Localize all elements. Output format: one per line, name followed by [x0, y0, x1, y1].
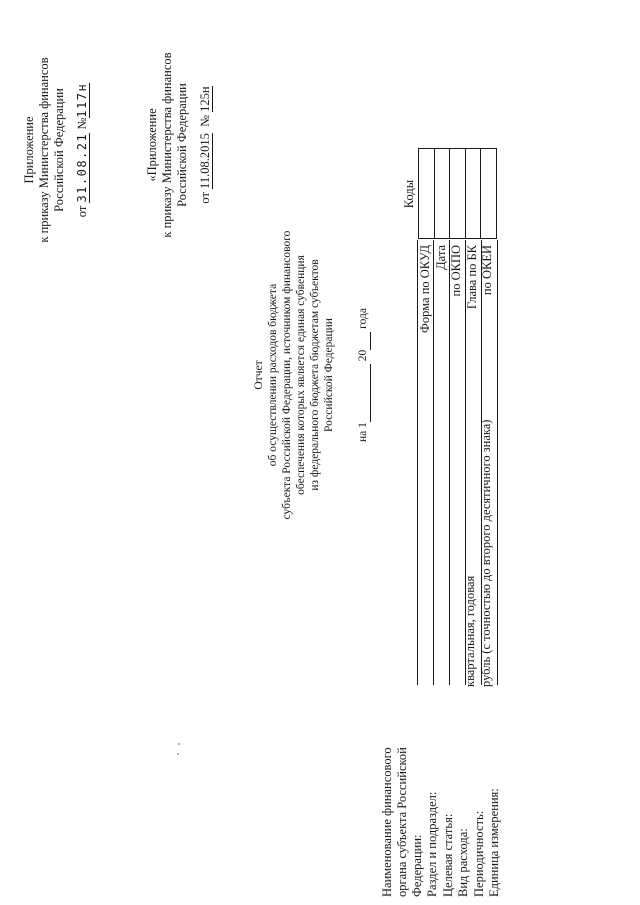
appendix-date-value: 31.08.21: [75, 132, 89, 203]
report-day-blank: [356, 364, 371, 422]
field-label-target: Целевая статья:: [440, 813, 455, 897]
report-title-block: [252, 195, 371, 555]
appendix-order-line1: к приказу Министерства финансов: [37, 57, 51, 243]
codes-header: Коды: [402, 179, 416, 209]
code-label-okei: по ОКЕИ: [480, 245, 494, 296]
prev-appendix-date-value: 11.08.2015: [198, 133, 212, 189]
org-name-input-line[interactable]: [417, 240, 418, 685]
unit-value: рубль (с точностью до второго десятичного знака): [479, 419, 493, 687]
codes-table: [418, 148, 497, 239]
field-labels: [380, 727, 503, 897]
report-year-suffix: года: [357, 308, 369, 329]
code-label-okud: Форма по ОКУД: [418, 245, 432, 333]
periodicity-input-line[interactable]: [481, 240, 482, 685]
prev-appendix-date-line: [198, 25, 213, 265]
appendix-header: [22, 15, 90, 285]
report-line3: обеспечения которых является единая субвенция: [295, 255, 307, 495]
code-label-bk: Глава по БК: [464, 245, 479, 310]
report-line5: Российской Федерации: [323, 318, 335, 432]
prev-appendix-date-prefix: от: [198, 192, 212, 204]
field-label-section: Раздел и подраздел:: [425, 791, 439, 897]
prev-appendix-number-sign: №: [198, 114, 212, 127]
scan-speck: [177, 753, 179, 755]
appendix-date-prefix: от: [75, 205, 89, 218]
prev-appendix-order-line2: Российской Федерации: [175, 83, 189, 207]
appendix-title: Приложение: [22, 116, 36, 184]
prev-appendix-title: «Приложение: [145, 108, 159, 182]
code-cell-bk[interactable]: [466, 148, 482, 238]
field-label-expense-type: Вид расхода:: [456, 828, 470, 897]
field-label-periodicity: Периодичность:: [471, 810, 486, 897]
report-line4: из федерального бюджета бюджетам субъектов: [309, 259, 321, 491]
report-year-prefix: 20: [357, 349, 369, 362]
field-label-org-name-line3: Федерации:: [410, 834, 424, 897]
codes-labels: [418, 245, 496, 345]
prev-appendix-number-value: 125н: [198, 86, 212, 112]
field-label-unit: Единица измерения:: [487, 788, 501, 897]
report-date-line: [356, 195, 371, 555]
report-year-blank: [356, 332, 371, 350]
code-cell-okpo[interactable]: [450, 148, 466, 238]
appendix-order-line2: Российской Федерации: [52, 88, 66, 212]
periodicity-value: квартальная, годовая: [463, 575, 477, 687]
prev-appendix-order-line1: к приказу Министерства финансов: [160, 52, 174, 238]
appendix-date-line: [75, 15, 90, 285]
code-label-okpo: по ОКПО: [449, 245, 463, 297]
report-date-prefix: на 1: [357, 422, 369, 442]
report-title: Отчет: [253, 360, 265, 390]
code-label-date: Дата: [433, 245, 448, 270]
appendix-number-sign: №: [75, 117, 89, 130]
code-cell-okud[interactable]: [419, 148, 435, 238]
appendix-number-value: 117н: [75, 82, 89, 118]
target-input-line[interactable]: [449, 240, 450, 685]
unit-input-line[interactable]: [497, 240, 498, 685]
report-line1: об осуществлении расходов бюджета: [267, 283, 279, 467]
scan-speck: [178, 743, 180, 745]
field-label-org-name-line2: органа субъекта Российской: [395, 747, 409, 897]
code-cell-okei[interactable]: [481, 148, 497, 238]
expense-type-input-line[interactable]: [465, 240, 466, 685]
field-label-org-name-line1: Наименование финансового: [380, 747, 394, 897]
section-input-line[interactable]: [433, 240, 434, 685]
previous-appendix-header: [145, 25, 213, 265]
report-line2: субъекта Российской Федерации, источником финансового: [281, 230, 293, 520]
code-cell-date[interactable]: [435, 148, 451, 238]
